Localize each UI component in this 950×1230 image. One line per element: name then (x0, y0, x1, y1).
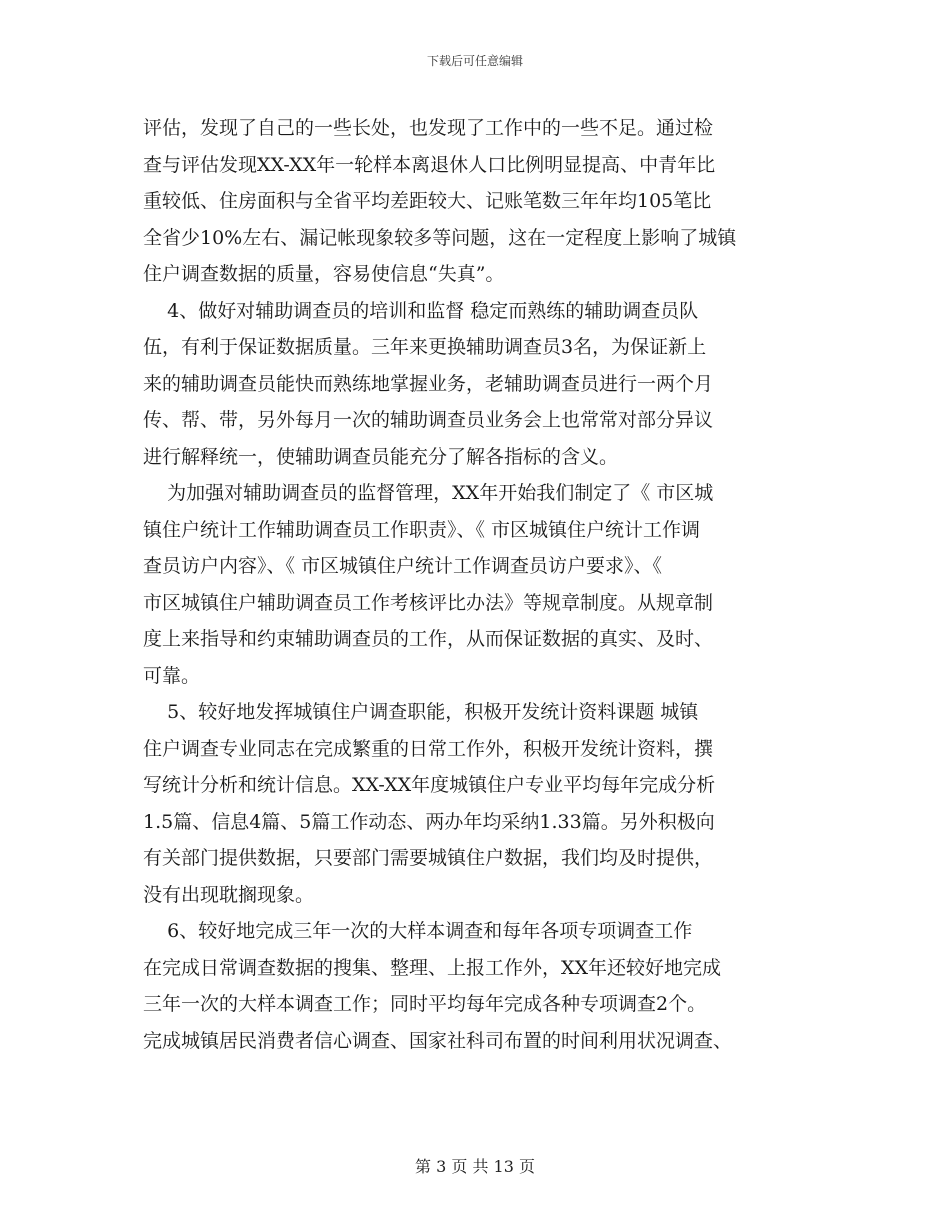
text-line: 伍，有利于保证数据质量。三年来更换辅助调查员3名，为保证新上 (143, 336, 707, 358)
text-line: 4、做好对辅助调查员的培训和监督 稳定而熟练的辅助调查员队 (143, 299, 699, 322)
text-line: 住户调查专业同志在完成繁重的日常工作外，积极开发统计资料，撰 (143, 737, 714, 760)
page-number-footer: 第 3 页 共 13 页 (415, 1157, 535, 1176)
text-line: 进行解释统一，使辅助调查员能充分了解各指标的含义。 (143, 445, 619, 468)
text-line: 重较低、住房面积与全省平均差距较大、记账笔数三年年均105笔比 (143, 190, 712, 212)
text-line: 三年一次的大样本调查工作；同时平均每年完成各种专项调查2个。 (143, 993, 707, 1015)
document-body (143, 110, 813, 1059)
text-line: 镇住户统计工作辅助调查员工作职责》、《 市区城镇住户统计工作调 (143, 518, 701, 541)
text-line: 全省少10%左右、漏记帐现象较多等问题，这在一定程度上影响了城镇 (143, 226, 737, 249)
text-line: 有关部门提供数据，只要部门需要城镇住户数据，我们均及时提供， (143, 847, 714, 869)
text-line: 完成城镇居民消费者信心调查、国家社科司布置的时间利用状况调查、 (143, 1029, 733, 1052)
text-line: 查与评估发现XX-XX年一轮样本离退休人口比例明显提高、中青年比 (143, 153, 716, 176)
text-line: 没有出现耽搁现象。 (143, 883, 315, 906)
text-line: 为加强对辅助调查员的监督管理，XX年开始我们制定了《 市区城 (143, 482, 714, 504)
text-line: 住户调查数据的质量，容易使信息“失真”。 (143, 263, 505, 285)
text-line: 查员访户内容》、《 市区城镇住户统计工作调查员访户要求》、《 (143, 555, 663, 577)
text-line: 传、帮、带，另外每月一次的辅助调查员业务会上也常常对部分异议 (143, 409, 714, 431)
text-line: 度上来指导和约束辅助调查员的工作，从而保证数据的真实、及时、 (143, 628, 714, 650)
page-header-note: 下载后可任意编辑 (426, 54, 523, 68)
text-line: 1.5篇、信息4篇、5篇工作动态、两办年均采纳1.33篇。另外积极向 (143, 810, 715, 833)
text-line: 写统计分析和统计信息。XX-XX年度城镇住户专业平均每年完成分析 (143, 774, 716, 796)
text-line: 评估，发现了自己的一些长处，也发现了工作中的一些不足。通过检 (143, 117, 714, 139)
text-line: 来的辅助调查员能快而熟练地掌握业务，老辅助调查员进行一两个月 (143, 372, 714, 395)
text-line: 市区城镇住户辅助调查员工作考核评比办法》等规章制度。从规章制 (143, 591, 714, 614)
text-line: 在完成日常调查数据的搜集、整理、上报工作外，XX年还较好地完成 (143, 956, 722, 979)
text-line: 可靠。 (143, 664, 201, 687)
text-line: 5、较好地发挥城镇住户调查职能，积极开发统计资料课题 城镇 (143, 701, 699, 723)
text-line: 6、较好地完成三年一次的大样本调查和每年各项专项调查工作 (143, 920, 693, 942)
